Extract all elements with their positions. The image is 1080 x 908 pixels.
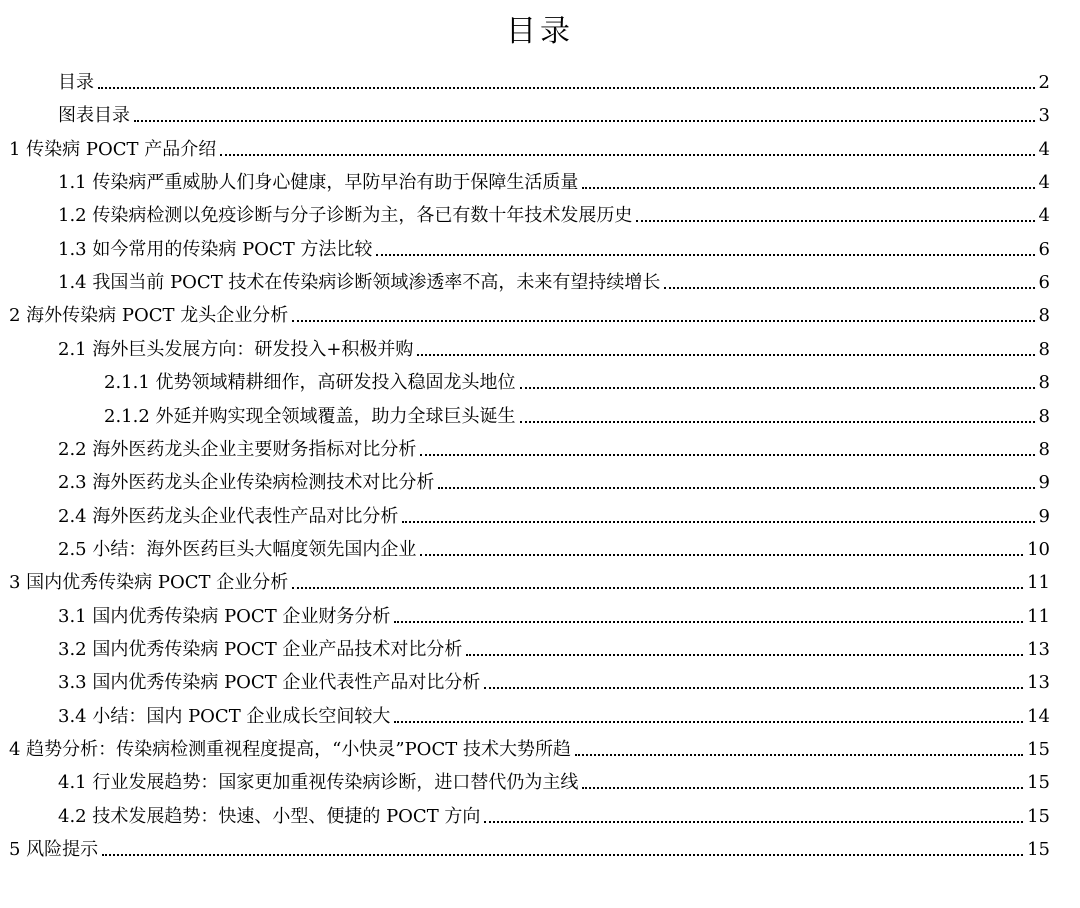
toc-entry[interactable] — [0, 400, 1050, 428]
toc-entry-label: 4 趋势分析：传染病检测重视程度提高，“小快灵”POCT 技术大势所趋 — [9, 739, 571, 760]
toc-entry[interactable] — [0, 566, 1050, 594]
page-title: 目录 — [506, 14, 574, 49]
toc-page-number: 15 — [1027, 739, 1050, 760]
toc-dot-leader — [664, 287, 1034, 289]
toc-entry-label: 5 风险提示 — [9, 839, 99, 861]
toc-dot-leader — [376, 254, 1034, 256]
toc-entry[interactable] — [0, 66, 1050, 94]
toc-entry[interactable] — [0, 266, 1050, 294]
toc-page-number: 11 — [1027, 572, 1050, 594]
toc-page-number: 13 — [1027, 638, 1050, 660]
toc-dot-leader — [582, 187, 1034, 189]
toc-entry-label: 2 海外传染病 POCT 龙头企业分析 — [9, 305, 289, 327]
toc-entry[interactable] — [0, 133, 1050, 161]
toc-dot-leader — [520, 421, 1035, 423]
toc-entry[interactable] — [0, 466, 1050, 494]
toc-dot-leader — [420, 454, 1034, 456]
toc-entry[interactable] — [0, 633, 1050, 661]
toc-entry-label: 2.1.2 外延并购实现全领域覆盖，助力全球巨头诞生 — [104, 405, 516, 427]
toc-dot-leader — [484, 821, 1023, 823]
toc-dot-leader — [520, 387, 1035, 389]
toc-page-number: 8 — [1038, 305, 1050, 327]
toc-entry[interactable] — [0, 333, 1050, 361]
toc-entry[interactable] — [0, 99, 1050, 127]
toc-entry-label: 1.3 如今常用的传染病 POCT 方法比较 — [58, 238, 373, 260]
toc-page-number: 11 — [1027, 605, 1050, 627]
toc-entry[interactable] — [0, 233, 1050, 261]
toc-entry[interactable] — [0, 733, 1050, 761]
toc-page-number: 4 — [1038, 205, 1050, 227]
toc-dot-leader — [484, 687, 1023, 689]
toc-entry-label: 2.5 小结：海外医药巨头大幅度领先国内企业 — [58, 538, 417, 560]
toc-page-number: 13 — [1027, 672, 1050, 694]
toc-dot-leader — [292, 320, 1034, 322]
toc-page-number: 15 — [1027, 805, 1050, 827]
toc-dot-leader — [582, 787, 1023, 789]
toc-entry[interactable] — [0, 500, 1050, 528]
table-of-contents — [0, 66, 1080, 906]
toc-page-number: 8 — [1038, 405, 1050, 427]
toc-entry-label: 2.4 海外医药龙头企业代表性产品对比分析 — [58, 505, 399, 527]
toc-page-number: 8 — [1038, 372, 1050, 394]
toc-entry-label: 1.1 传染病严重威胁人们身心健康，早防早治有助于保障生活质量 — [58, 172, 579, 194]
toc-page-number: 15 — [1027, 772, 1050, 794]
toc-entry[interactable] — [0, 600, 1050, 628]
toc-dot-leader — [575, 754, 1023, 756]
toc-entry-label: 1.4 我国当前 POCT 技术在传染病诊断领域渗透率不高，未来有望持续增长 — [58, 272, 661, 294]
toc-entry[interactable] — [0, 533, 1050, 561]
toc-entry-label: 2.2 海外医药龙头企业主要财务指标对比分析 — [58, 438, 417, 460]
toc-entry-label: 2.1 海外巨头发展方向：研发投入+积极并购 — [58, 338, 414, 360]
toc-dot-leader — [420, 554, 1023, 556]
toc-entry-label: 2.1.1 优势领域精耕细作，高研发投入稳固龙头地位 — [104, 372, 516, 394]
toc-entry-label: 3.4 小结：国内 POCT 企业成长空间较大 — [58, 705, 391, 727]
toc-entry[interactable] — [0, 166, 1050, 194]
toc-entry-label: 3.2 国内优秀传染病 POCT 企业产品技术对比分析 — [58, 638, 463, 660]
toc-dot-leader — [417, 354, 1034, 356]
toc-page-number: 6 — [1038, 238, 1050, 260]
toc-entry[interactable] — [0, 366, 1050, 394]
toc-page-number: 15 — [1027, 839, 1050, 861]
toc-page-number: 4 — [1038, 138, 1050, 160]
toc-entry-label: 1.2 传染病检测以免疫诊断与分子诊断为主，各已有数十年技术发展历史 — [58, 205, 633, 227]
toc-page-number: 9 — [1038, 472, 1050, 494]
toc-entry[interactable] — [0, 199, 1050, 227]
toc-entry-label: 3 国内优秀传染病 POCT 企业分析 — [9, 572, 289, 594]
toc-entry[interactable] — [0, 666, 1050, 694]
toc-page-number: 10 — [1027, 538, 1050, 560]
toc-dot-leader — [394, 621, 1023, 623]
toc-page-number: 9 — [1038, 505, 1050, 527]
toc-dot-leader — [134, 120, 1035, 122]
toc-page-number: 6 — [1038, 272, 1050, 294]
toc-entry-label: 1 传染病 POCT 产品介绍 — [9, 138, 217, 160]
toc-page-number: 14 — [1027, 705, 1050, 727]
toc-dot-leader — [402, 521, 1034, 523]
toc-page-number: 8 — [1038, 438, 1050, 460]
toc-entry[interactable] — [0, 800, 1050, 828]
toc-page-number: 2 — [1038, 72, 1050, 93]
toc-dot-leader — [292, 587, 1023, 589]
toc-entry-label: 3.1 国内优秀传染病 POCT 企业财务分析 — [58, 605, 391, 627]
toc-entry-label: 目录 — [58, 72, 94, 93]
toc-entry-label: 4.2 技术发展趋势：快速、小型、便捷的 POCT 方向 — [58, 805, 481, 827]
toc-dot-leader — [636, 220, 1034, 222]
toc-dot-leader — [394, 721, 1023, 723]
toc-dot-leader — [220, 154, 1034, 156]
toc-page-number: 8 — [1038, 338, 1050, 360]
toc-entry-label: 图表目录 — [58, 105, 130, 127]
toc-dot-leader — [98, 87, 1035, 89]
toc-entry-label: 4.1 行业发展趋势：国家更加重视传染病诊断，进口替代仍为主线 — [58, 772, 579, 794]
toc-entry[interactable] — [0, 299, 1050, 327]
toc-entry[interactable] — [0, 766, 1050, 794]
toc-page-number: 3 — [1038, 105, 1050, 127]
toc-entry[interactable] — [0, 700, 1050, 728]
toc-entry-label: 2.3 海外医药龙头企业传染病检测技术对比分析 — [58, 472, 435, 494]
toc-dot-leader — [466, 654, 1023, 656]
toc-entry[interactable] — [0, 833, 1050, 861]
toc-entry[interactable] — [0, 433, 1050, 461]
toc-page-number: 4 — [1038, 172, 1050, 194]
toc-dot-leader — [102, 854, 1023, 856]
toc-dot-leader — [438, 487, 1034, 489]
toc-entry-label: 3.3 国内优秀传染病 POCT 企业代表性产品对比分析 — [58, 672, 481, 694]
